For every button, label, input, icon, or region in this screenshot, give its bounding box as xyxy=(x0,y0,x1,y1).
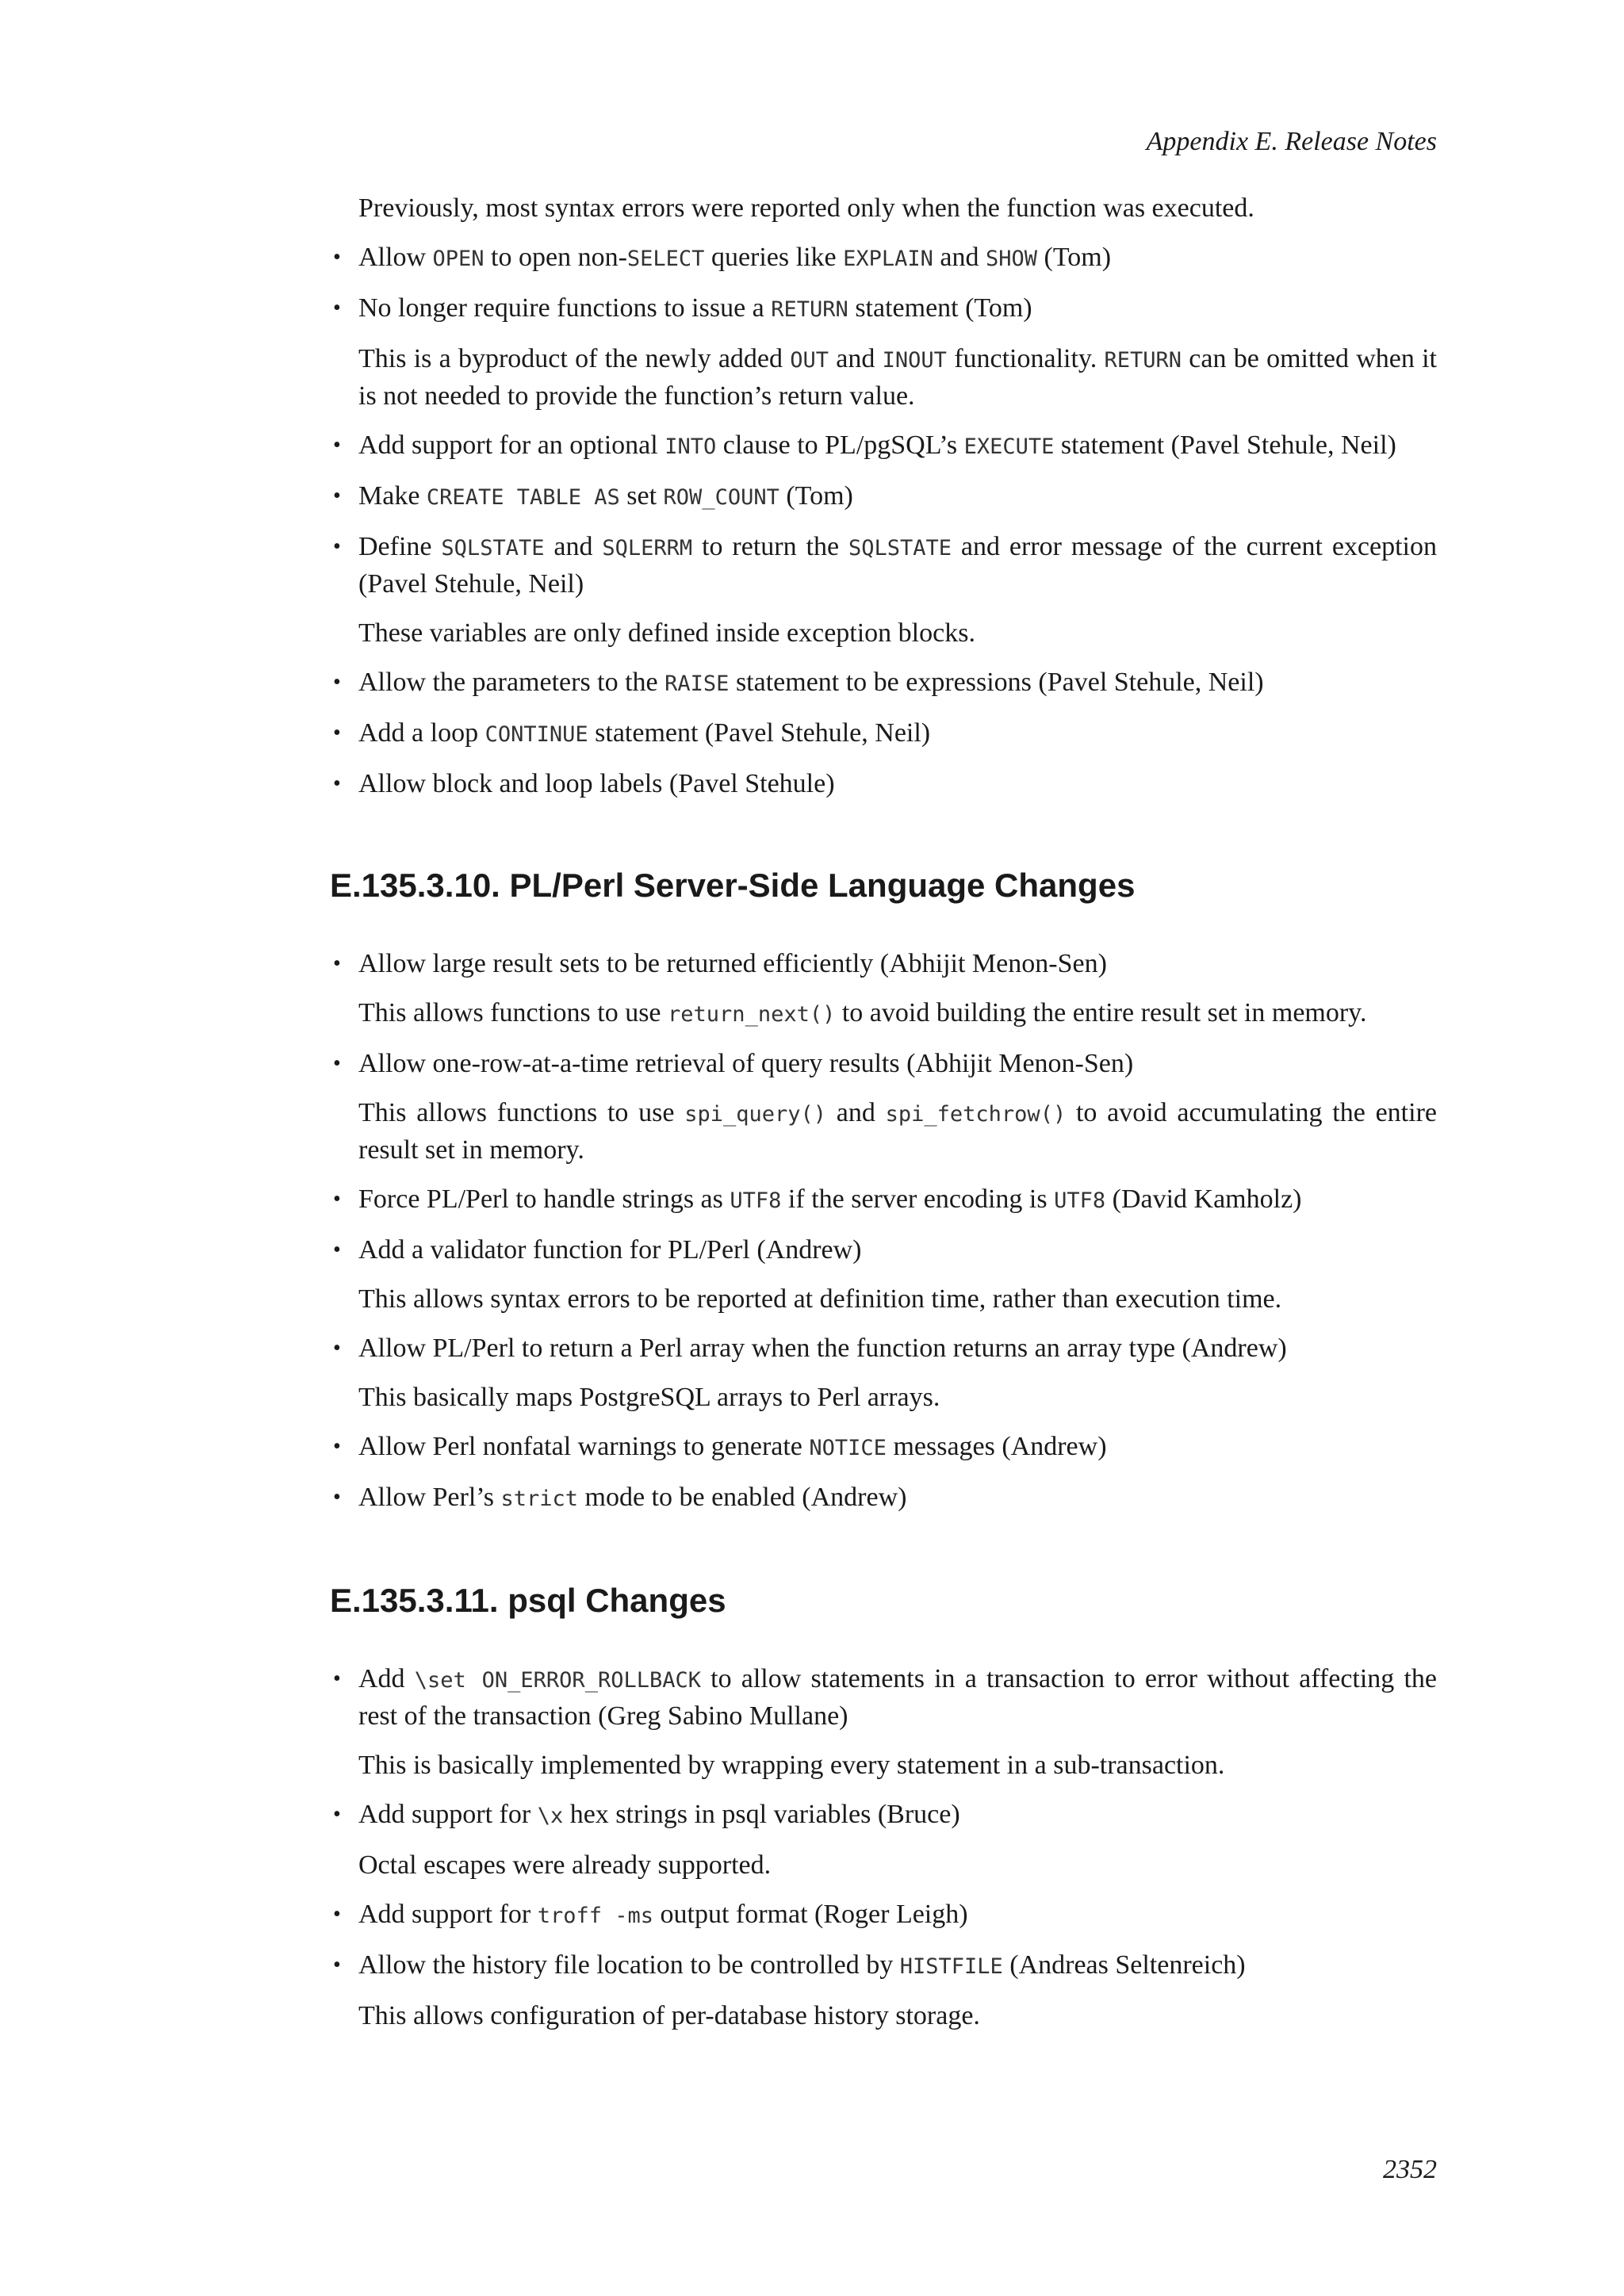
paragraph: This is basically implemented by wrapping every statement in a sub-transaction. xyxy=(358,1751,1225,1780)
list-item: • Add support for \x hex strings in psql variables (Bruce) xyxy=(330,1797,1437,1834)
section-heading-psql: E.135.3.11. psql Changes xyxy=(330,1582,726,1619)
list-item: • Allow OPEN to open non-SELECT queries like EXPLAIN and SHOW (Tom) xyxy=(330,239,1437,277)
list-item: • Add support for troff -ms output format (Roger Leigh) xyxy=(330,1896,1437,1934)
paragraph: This allows configuration of per-database history storage. xyxy=(358,2001,980,2030)
list-item: • Allow Perl’s strict mode to be enabled (Andrew) xyxy=(330,1479,1437,1517)
bullet-icon: • xyxy=(333,721,341,745)
list-item: • Add support for an optional INTO clause to PL/pgSQL’s EXECUTE statement (Pavel Stehule, Neil) xyxy=(330,427,1437,465)
code-literal: SQLSTATE xyxy=(441,536,545,561)
list-item: • Allow PL/Perl to return a Perl array when the function returns an array type (Andrew) xyxy=(330,1330,1437,1366)
list-item: • Allow Perl nonfatal warnings to generate NOTICE messages (Andrew) xyxy=(330,1429,1437,1466)
code-literal: RETURN xyxy=(1104,348,1182,373)
code-literal: SELECT xyxy=(626,247,705,271)
list-item: • Allow block and loop labels (Pavel Stehule) xyxy=(330,766,1437,802)
bullet-icon: • xyxy=(333,951,341,976)
code-literal: RETURN xyxy=(771,297,848,322)
bullet-icon: • xyxy=(333,534,341,559)
code-literal: EXPLAIN xyxy=(843,247,933,271)
running-header: Appendix E. Release Notes xyxy=(1146,127,1437,156)
list-item: • Allow the history file location to be controlled by HISTFILE (Andreas Seltenreich) xyxy=(330,1947,1437,1984)
list-item: • No longer require functions to issue a RETURN statement (Tom) xyxy=(330,290,1437,327)
list-item: • Define SQLSTATE and SQLERRM to return the SQLSTATE and error message of the current exception (Pavel Stehule, Neil) xyxy=(330,529,1437,602)
bullet-icon: • xyxy=(333,1051,341,1076)
page-content xyxy=(330,190,1437,2047)
code-literal: SQLSTATE xyxy=(848,536,952,561)
code-literal: OUT xyxy=(790,348,829,373)
bullet-icon: • xyxy=(333,1902,341,1927)
code-literal: HISTFILE xyxy=(899,1954,1003,1979)
code-literal: OPEN xyxy=(432,247,485,271)
paragraph: This allows functions to use spi_query() and spi_fetchrow() to avoid accumulating the entire result set in memory. xyxy=(358,1098,1437,1165)
code-literal: \x xyxy=(537,1804,564,1828)
code-literal: spi_query() xyxy=(684,1102,827,1127)
bullet-icon: • xyxy=(333,1953,341,1977)
code-literal: RAISE xyxy=(665,672,730,696)
paragraph: Octal escapes were already supported. xyxy=(358,1850,772,1880)
paragraph: These variables are only defined inside exception blocks. xyxy=(358,618,975,648)
list-item: • Add a validator function for PL/Perl (Andrew) xyxy=(330,1232,1437,1268)
bullet-icon: • xyxy=(333,1802,341,1827)
paragraph: Previously, most syntax errors were reported only when the function was executed. xyxy=(358,193,1254,223)
list-item: • Allow the parameters to the RAISE statement to be expressions (Pavel Stehule, Neil) xyxy=(330,664,1437,702)
code-literal: INTO xyxy=(665,434,717,459)
code-literal: ROW_COUNT xyxy=(663,485,779,510)
bullet-icon: • xyxy=(333,245,341,270)
list-item: • Add \set ON_ERROR_ROLLBACK to allow statements in a transaction to error without affecting the rest of the transaction (Greg Sabino Mullane) xyxy=(330,1661,1437,1734)
paragraph: This is a byproduct of the newly added OUT and INOUT functionality. RETURN can be omitted when it is not needed to provide the function’s return value. xyxy=(358,344,1437,411)
paragraph: This allows syntax errors to be reported at definition time, rather than execution time. xyxy=(358,1284,1282,1314)
code-literal: NOTICE xyxy=(809,1436,887,1460)
code-literal: spi_fetchrow() xyxy=(885,1102,1067,1127)
code-literal: SQLERRM xyxy=(602,536,693,561)
bullet-icon: • xyxy=(333,1336,341,1360)
code-literal: strict xyxy=(500,1487,578,1511)
bullet-icon: • xyxy=(333,1238,341,1262)
section-heading-plperl: E.135.3.10. PL/Perl Server-Side Language Changes xyxy=(330,867,1136,904)
code-literal: INOUT xyxy=(882,348,947,373)
bullet-icon: • xyxy=(333,1485,341,1510)
paragraph: This allows functions to use return_next() to avoid building the entire result set in memory. xyxy=(358,998,1367,1027)
paragraph: This basically maps PostgreSQL arrays to Perl arrays. xyxy=(358,1383,940,1412)
bullet-icon: • xyxy=(333,670,341,695)
list-item: • Allow one-row-at-a-time retrieval of query results (Abhijit Menon-Sen) xyxy=(330,1046,1437,1081)
bullet-icon: • xyxy=(333,1434,341,1459)
code-literal: UTF8 xyxy=(730,1188,782,1213)
bullet-icon: • xyxy=(333,1187,341,1211)
list-item: • Add a loop CONTINUE statement (Pavel Stehule, Neil) xyxy=(330,715,1437,752)
list-item: • Make CREATE TABLE AS set ROW_COUNT (Tom) xyxy=(330,478,1437,515)
code-literal: UTF8 xyxy=(1054,1188,1106,1213)
bullet-icon: • xyxy=(333,484,341,508)
list-item: • Force PL/Perl to handle strings as UTF8 if the server encoding is UTF8 (David Kamholz) xyxy=(330,1181,1437,1219)
list-item: • Allow large result sets to be returned efficiently (Abhijit Menon-Sen) xyxy=(330,946,1437,982)
code-literal: EXECUTE xyxy=(963,434,1055,459)
bullet-icon: • xyxy=(333,433,341,457)
code-literal: SHOW xyxy=(986,247,1038,271)
bullet-icon: • xyxy=(333,1667,341,1691)
code-literal: CREATE TABLE AS xyxy=(426,485,620,510)
bullet-icon: • xyxy=(333,771,341,796)
bullet-icon: • xyxy=(333,296,341,320)
code-literal: return_next() xyxy=(668,1002,836,1027)
code-literal: troff -ms xyxy=(537,1904,654,1928)
code-literal: \set ON_ERROR_ROLLBACK xyxy=(414,1668,701,1693)
code-literal: CONTINUE xyxy=(485,722,588,747)
page-number: 2352 xyxy=(1383,2155,1437,2184)
